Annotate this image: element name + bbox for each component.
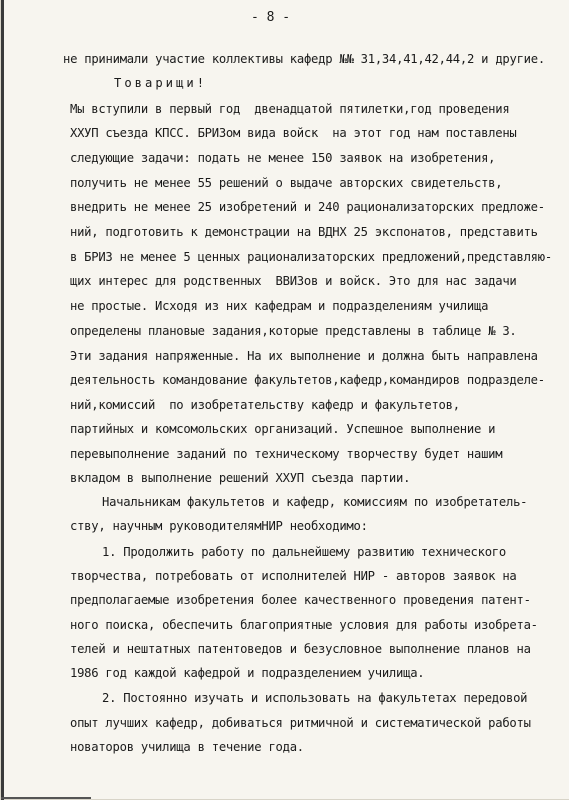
text-line: партийных и комсомольских организаций. Успешное выполнение и [70, 422, 496, 436]
text-line: ний, подготовить к демонстрации на ВДНХ 25 экспонатов, представить [70, 225, 538, 239]
text-line: определены плановые задания,которые представлены в таблице № 3. [70, 324, 517, 338]
text-line: 1986 год каждой кафедрой и подразделением училища. [70, 666, 425, 680]
scan-bottom-edge [1, 797, 91, 799]
text-line: внедрить не менее 25 изобретений и 240 рационализаторских предложе- [70, 200, 545, 214]
text-line: щих интерес для родственных ВВИЗов и войск. Это для нас задачи [70, 274, 517, 288]
text-line: телей и нештатных патентоведов и безусловное выполнение планов на [70, 642, 531, 656]
page-number: - 8 - [251, 10, 291, 25]
list-item: 2. Постоянно изучать и использовать на факультетах передовой [102, 691, 528, 705]
text-line: ХХУП съезда КПСС. БРИЗом вида войск на этот год нам поставлены [70, 126, 517, 140]
text-line: деятельность командование факультетов,кафедр,командиров подразделе- [70, 373, 545, 387]
text-line: ний,комиссий по изобретательству кафедр и факультетов, [70, 398, 460, 412]
text-line: предполагаемые изобретения более качественного проведения патент- [70, 593, 531, 607]
text-line: вкладом в выполнение решений ХХУП съезда партии. [70, 471, 411, 485]
text-line: творчества, потребовать от исполнителей НИР - авторов заявок на [70, 569, 517, 583]
salutation: Товарищи! [114, 76, 208, 90]
scan-edge-shadow [1, 0, 4, 800]
text-line: опыт лучших кафедр, добиваться ритмичной и систематической работы [70, 716, 531, 730]
text-line: получить не менее 55 решений о выдаче авторских свидетельств, [70, 176, 503, 190]
text-line: следующие задачи: подать не менее 150 заявок на изобретения, [70, 151, 496, 165]
text-line: ству, научным руководителямНИР необходимо: [70, 519, 368, 533]
text-line: новаторов училища в течение года. [70, 740, 304, 754]
text-line: ного поиска, обеспечить благоприятные условия для работы изобрета- [70, 618, 538, 632]
list-item: 1. Продолжить работу по дальнейшему развитию технического [102, 545, 506, 559]
text-line: не простые. Исходя из них кафедрам и подразделениям училища [70, 299, 489, 313]
text-line: Мы вступили в первый год двенадцатой пятилетки,год проведения [70, 102, 510, 116]
text-line: Начальникам факультетов и кафедр, комиссиям по изобретатель- [102, 495, 528, 509]
text-line: Эти задания напряженные. На их выполнение и должна быть направлена [70, 349, 538, 363]
text-line: не принимали участие коллективы кафедр №№ 31,34,41,42,44,2 и другие. [63, 52, 545, 66]
text-line: перевыполнение заданий по техническому творчеству будет нашим [70, 447, 503, 461]
text-line: в БРИЗ не менее 5 ценных рационализаторских предложений,представляю- [70, 250, 552, 264]
